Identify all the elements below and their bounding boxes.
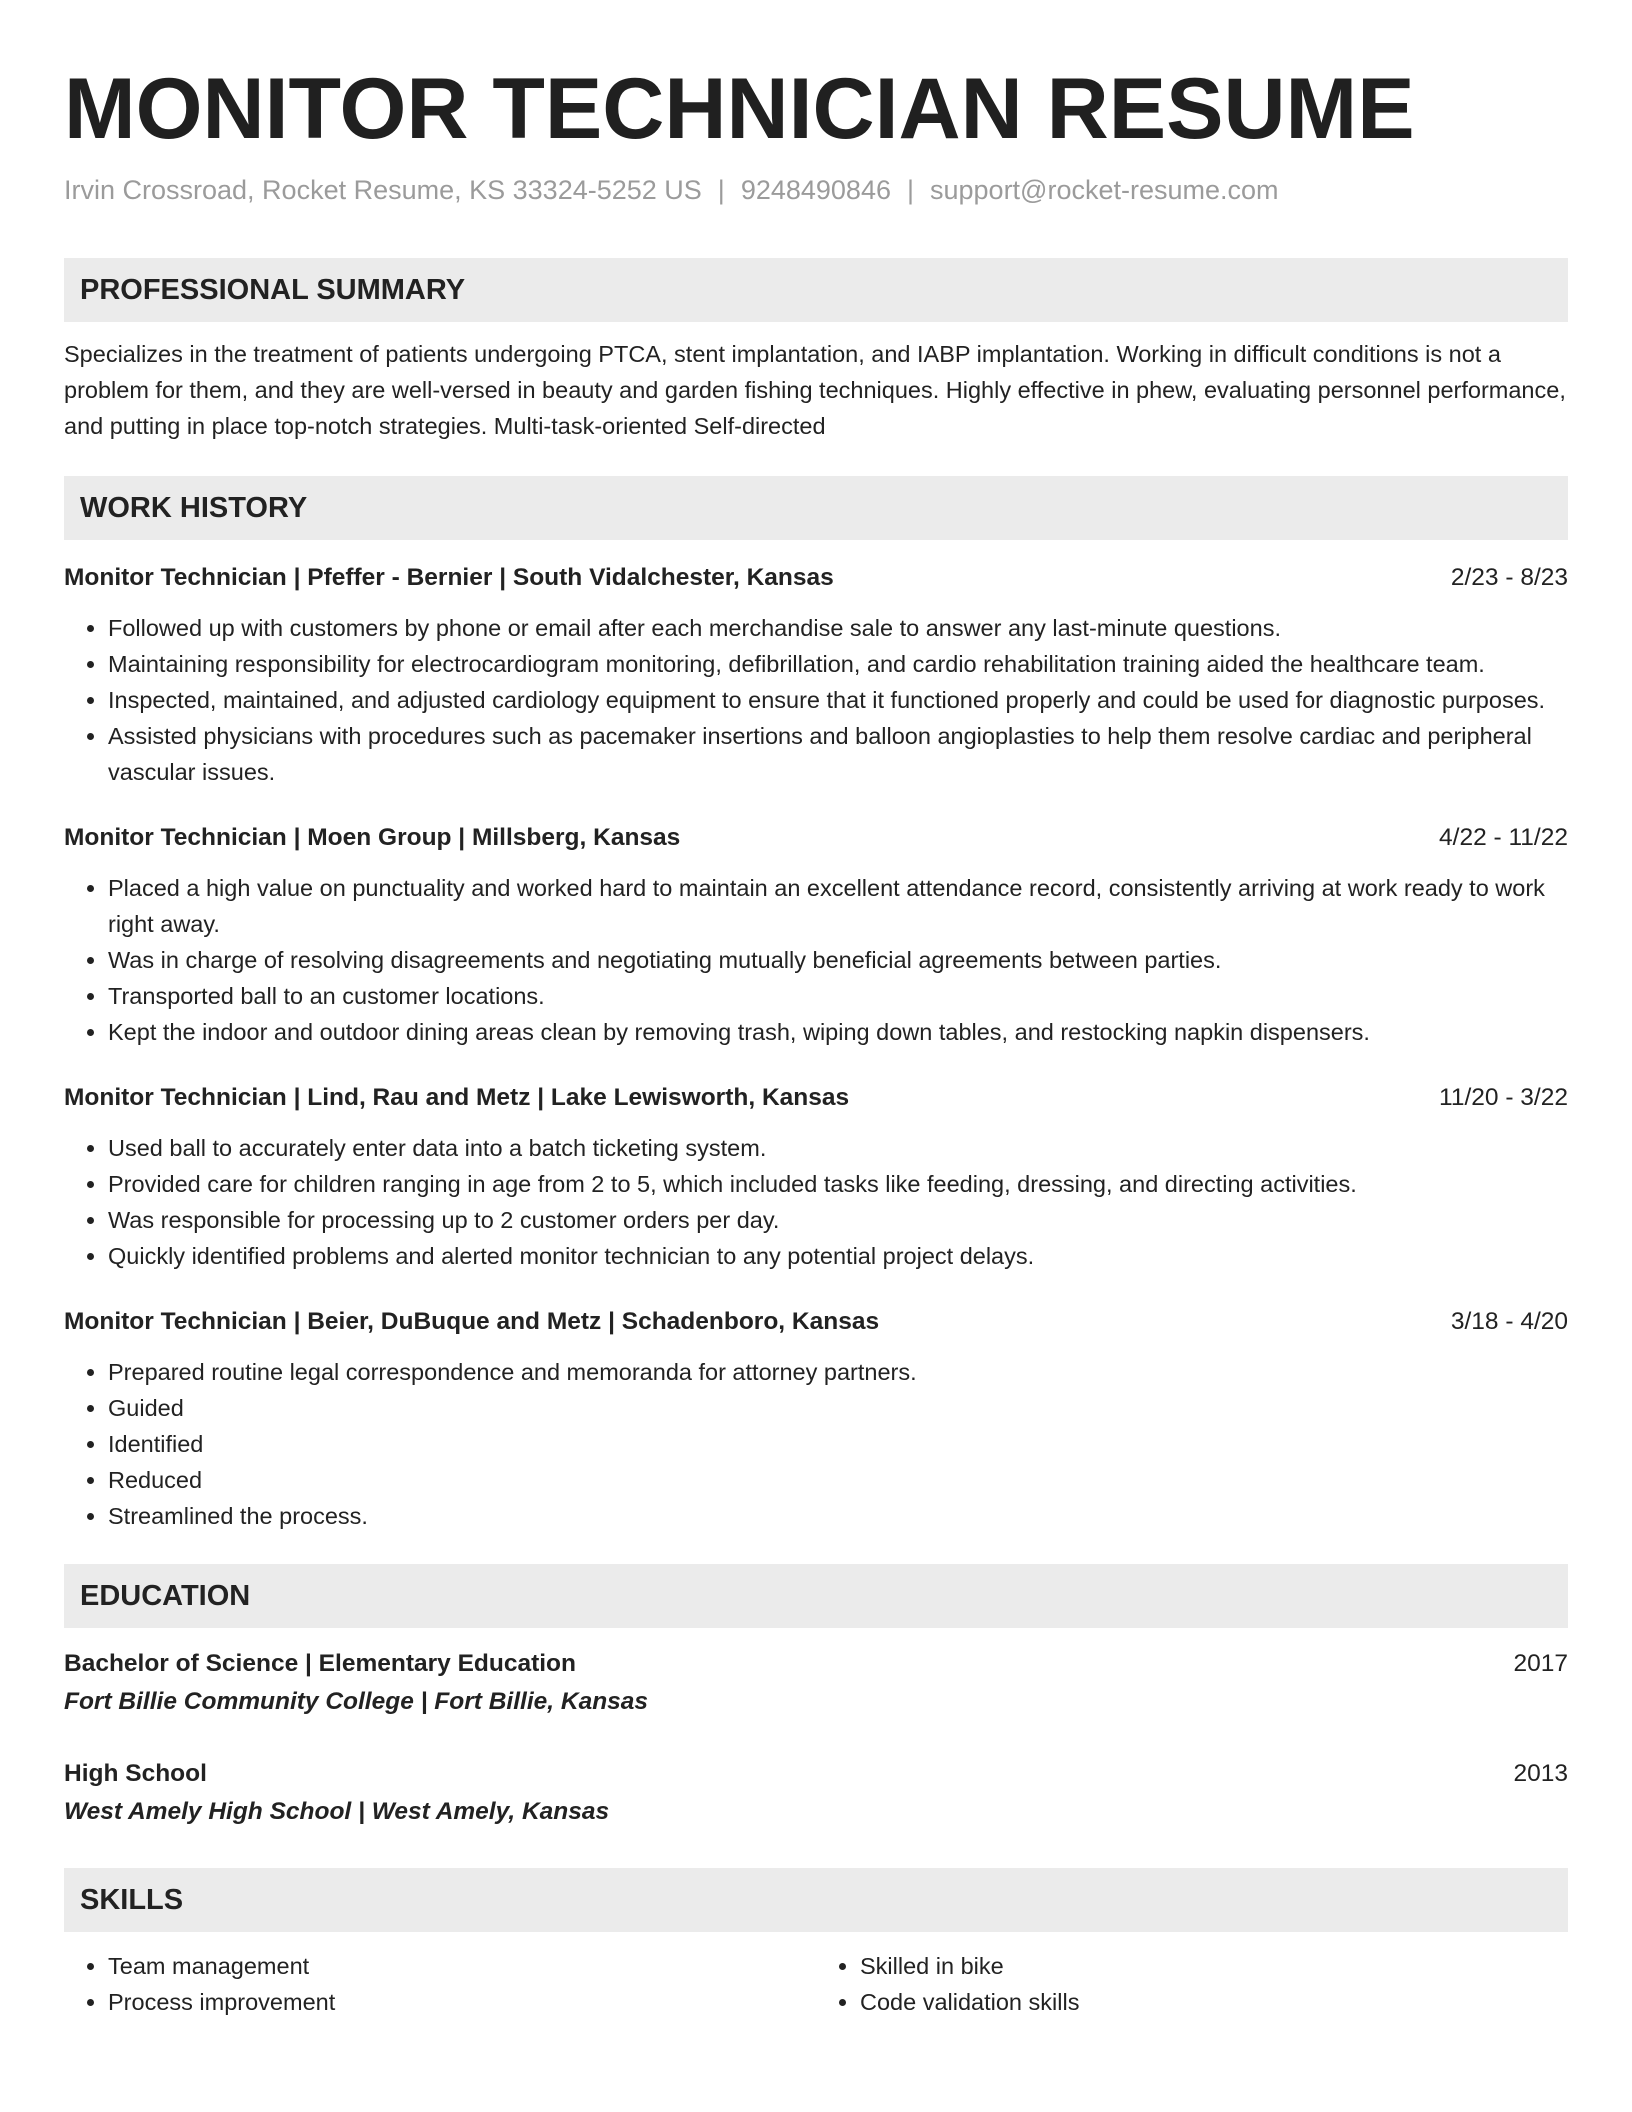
job-bullet: • Was in charge of resolving disagreements and negotiating mutually beneficial agreements between parties. — [108, 942, 1568, 978]
job-bullet: • Was responsible for processing up to 2 customer orders per day. — [108, 1202, 1568, 1238]
contact-line — [64, 174, 1568, 206]
job-header — [64, 1082, 1568, 1114]
job-bullets — [64, 610, 1568, 790]
job-bullets — [64, 1130, 1568, 1274]
education-year: 2017 — [1513, 1650, 1568, 1678]
skill-item: • Skilled in bike — [860, 1948, 1568, 1984]
skills-column-right — [816, 1948, 1568, 2020]
section-title: WORK HISTORY — [80, 491, 308, 524]
job-bullet: • Streamlined the process. — [108, 1498, 1568, 1534]
contact-address: Irvin Crossroad, Rocket Resume, KS 33324-5252 US — [64, 175, 702, 205]
job-header — [64, 1306, 1568, 1338]
section-title: EDUCATION — [80, 1579, 251, 1612]
skill-item: • Process improvement — [108, 1984, 816, 2020]
job-bullet: • Prepared routine legal correspondence and memoranda for attorney partners. — [108, 1354, 1568, 1390]
job-dates: 4/22 - 11/22 — [1439, 824, 1568, 852]
job-title: Monitor Technician | Lind, Rau and Metz | Lake Lewisworth, Kansas — [64, 1084, 850, 1112]
education-entry — [64, 1648, 1568, 1718]
education-school: West Amely High School | West Amely, Kansas — [64, 1798, 610, 1826]
job-bullets — [64, 870, 1568, 1050]
section-title: SKILLS — [80, 1883, 184, 1916]
job-entry — [64, 822, 1568, 1050]
job-bullet: • Guided — [108, 1390, 1568, 1426]
contact-separator: | — [717, 175, 725, 205]
section-header-education — [64, 1564, 1568, 1628]
job-entry — [64, 1082, 1568, 1274]
job-bullet: • Placed a high value on punctuality and worked hard to maintain an excellent attendance record, consistently arriving at work ready to work right away. — [108, 870, 1568, 942]
contact-phone: 9248490846 — [740, 175, 891, 205]
job-bullet: • Followed up with customers by phone or email after each merchandise sale to answer any last-minute questions. — [108, 610, 1568, 646]
job-bullet: • Maintaining responsibility for electrocardiogram monitoring, defibrillation, and cardio rehabilitation training aided the healthcare team. — [108, 646, 1568, 682]
job-entry — [64, 1306, 1568, 1534]
education-header — [64, 1648, 1568, 1680]
education-degree: High School — [64, 1760, 207, 1788]
job-bullet: • Kept the indoor and outdoor dining areas clean by removing trash, wiping down tables, and restocking napkin dispensers. — [108, 1014, 1568, 1050]
summary-text: Specializes in the treatment of patients undergoing PTCA, stent implantation, and IABP implantation. Working in difficult conditions is not a problem for them, and they are well-versed in beauty and garden fishing techniques. Highly effective in phew, evaluating personnel performance, and putting in place top-notch strategies. Multi-task-oriented Self-directed — [64, 341, 1566, 440]
job-bullet: • Identified — [108, 1426, 1568, 1462]
resume-title: MONITOR TECHNICIAN RESUME — [64, 61, 1415, 157]
section-header-skills — [64, 1868, 1568, 1932]
job-title: Monitor Technician | Pfeffer - Bernier | South Vidalchester, Kansas — [64, 564, 834, 592]
job-bullet: • Transported ball to an customer locations. — [108, 978, 1568, 1014]
job-dates: 2/23 - 8/23 — [1450, 564, 1568, 592]
job-header — [64, 822, 1568, 854]
contact-email: support@rocket-resume.com — [930, 175, 1279, 205]
skill-item: • Team management — [108, 1948, 816, 1984]
job-title: Monitor Technician | Beier, DuBuque and Metz | Schadenboro, Kansas — [64, 1308, 880, 1336]
section-title: PROFESSIONAL SUMMARY — [80, 273, 466, 306]
contact-separator: | — [906, 175, 914, 205]
skills-column-left — [64, 1948, 816, 2020]
education-header — [64, 1758, 1568, 1790]
job-dates: 3/18 - 4/20 — [1450, 1308, 1568, 1336]
job-title: Monitor Technician | Moen Group | Millsberg, Kansas — [64, 824, 681, 852]
job-bullet: • Assisted physicians with procedures such as pacemaker insertions and balloon angioplasties to help them resolve cardiac and peripheral vascular issues. — [108, 718, 1568, 790]
job-bullets — [64, 1354, 1568, 1534]
job-bullet: • Provided care for children ranging in age from 2 to 5, which included tasks like feeding, dressing, and directing activities. — [108, 1166, 1568, 1202]
education-entry — [64, 1758, 1568, 1828]
job-dates: 11/20 - 3/22 — [1439, 1084, 1568, 1112]
education-school: Fort Billie Community College | Fort Billie, Kansas — [64, 1688, 649, 1716]
education-year: 2013 — [1513, 1760, 1568, 1788]
job-entry — [64, 562, 1568, 790]
section-header-summary — [64, 258, 1568, 322]
skills-list — [64, 1948, 1568, 2020]
job-bullet: • Inspected, maintained, and adjusted cardiology equipment to ensure that it functioned properly and could be used for diagnostic purposes. — [108, 682, 1568, 718]
job-bullet: • Used ball to accurately enter data into a batch ticketing system. — [108, 1130, 1568, 1166]
education-degree: Bachelor of Science | Elementary Education — [64, 1650, 576, 1678]
job-bullet: • Quickly identified problems and alerted monitor technician to any potential project delays. — [108, 1238, 1568, 1274]
job-bullet: • Reduced — [108, 1462, 1568, 1498]
skill-item: • Code validation skills — [860, 1984, 1568, 2020]
job-header — [64, 562, 1568, 594]
section-header-work-history — [64, 476, 1568, 540]
